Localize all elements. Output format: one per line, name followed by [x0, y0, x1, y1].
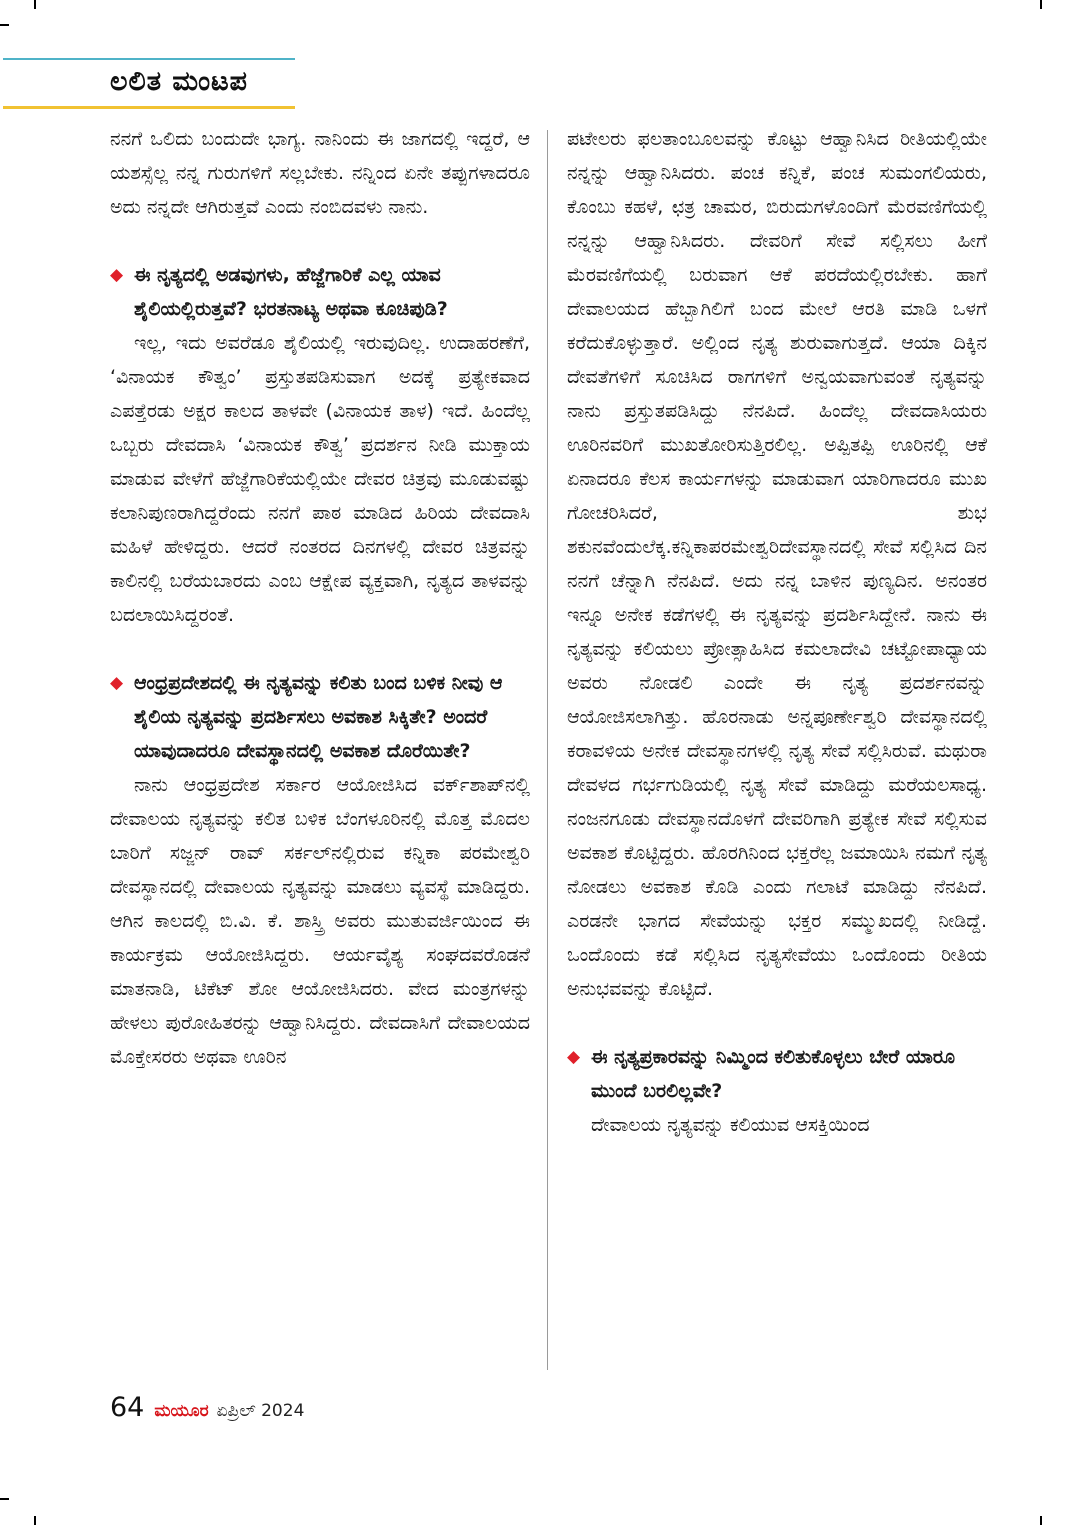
question-text: ಈ ನೃತ್ಯಪ್ರಕಾರವನ್ನು ನಿಮ್ಮಿಂದ ಕಲಿತುಕೊಳ್ಳಲು ಬೇರೆ ಯಾರೂ ಮುಂದೆ ಬರಲಿಲ್ಲವೇ?	[591, 1046, 956, 1102]
interview-question	[567, 1040, 987, 1108]
answer-paragraph: ನಾನು ಆಂಧ್ರಪ್ರದೇಶ ಸರ್ಕಾರ ಆಯೋಜಿಸಿದ ವರ್ಕ್‌ಶಾಪ್‌ನಲ್ಲಿ ದೇವಾಲಯ ನೃತ್ಯವನ್ನು ಕಲಿತ ಬಳಿಕ ಬೆಂಗಳೂರಿನಲ್ಲಿ ಮೊತ್ತ ಮೊದಲ ಬಾರಿಗೆ ಸಜ್ಜನ್ ರಾವ್ ಸರ್ಕಲ್‌ನಲ್ಲಿರುವ ಕನ್ನಿಕಾ ಪರಮೇಶ್ವರಿ ದೇವಸ್ಥಾನದಲ್ಲಿ ದೇವಾಲಯ ನೃತ್ಯವನ್ನು ಮಾಡಲು ವ್ಯವಸ್ಥೆ ಮಾಡಿದ್ದರು. ಆಗಿನ ಕಾಲದಲ್ಲಿ ಬಿ.ವಿ. ಕೆ. ಶಾಸ್ತ್ರಿ ಅವರು ಮುತುವರ್ಜಿಯಿಂದ ಈ ಕಾರ್ಯಕ್ರಮ ಆಯೋಜಿಸಿದ್ದರು. ಆರ್ಯವೈಶ್ಯ ಸಂಘದವರೊಡನೆ ಮಾತನಾಡಿ, ಟಿಕೆಟ್ ಶೋ ಆಯೋಜಿಸಿದರು. ವೇದ ಮಂತ್ರಗಳನ್ನು ಹೇಳಲು ಪುರೋಹಿತರನ್ನು ಆಹ್ವಾನಿಸಿದ್ದರು. ದೇವದಾಸಿಗೆ ದೇವಾಲಯದ ಮೊಕ್ತೇಸರರು ಅಥವಾ ಊರಿನ	[110, 774, 530, 1068]
crop-mark	[1040, 0, 1042, 9]
answer-paragraph: ದೇವಾಲಯ ನೃತ್ಯವನ್ನು ಕಲಿಯುವ ಆಸಕ್ತಿಯಿಂದ	[591, 1114, 870, 1136]
page-number: 64	[110, 1392, 145, 1423]
crop-mark	[34, 1516, 36, 1525]
column-divider	[547, 130, 548, 1370]
interview-question	[110, 666, 530, 768]
crop-mark	[0, 24, 9, 26]
section-title: ಲಲಿತ ಮಂಟಪ	[110, 66, 248, 97]
paragraph: ಪಟೇಲರು ಫಲತಾಂಬೂಲವನ್ನು ಕೊಟ್ಟು ಆಹ್ವಾನಿಸಿದ ರೀತಿಯಲ್ಲಿಯೇ ನನ್ನನ್ನು ಆಹ್ವಾನಿಸಿದರು. ಪಂಚ ಕನ್ನಿಕೆ, ಪಂಚ ಸುಮಂಗಲಿಯರು, ಕೊಂಬು ಕಹಳೆ, ಛತ್ರ ಚಾಮರ, ಬಿರುದುಗಳೊಂದಿಗೆ ಮೆರವಣಿಗೆಯಲ್ಲಿ ನನ್ನನ್ನು ಆಹ್ವಾನಿಸಿದರು. ದೇವರಿಗೆ ಸೇವೆ ಸಲ್ಲಿಸಲು ಹೀಗೆ ಮೆರವಣಿಗೆಯಲ್ಲಿ ಬರುವಾಗ ಆಕೆ ಪರದೆಯಲ್ಲಿರಬೇಕು. ಹಾಗೆ ದೇವಾಲಯದ ಹೆಬ್ಬಾಗಿಲಿಗೆ ಬಂದ ಮೇಲೆ ಆರತಿ ಮಾಡಿ ಒಳಗೆ ಕರೆದುಕೊಳ್ಳುತ್ತಾರೆ. ಅಲ್ಲಿಂದ ನೃತ್ಯ ಶುರುವಾಗುತ್ತದೆ. ಆಯಾ ದಿಕ್ಕಿನ ದೇವತೆಗಳಿಗೆ ಸೂಚಿಸಿದ ರಾಗಗಳಿಗೆ ಅನ್ವಯವಾಗುವಂತೆ ನೃತ್ಯವನ್ನು ನಾನು ಪ್ರಸ್ತುತಪಡಿಸಿದ್ದು ನೆನಪಿದೆ. ಹಿಂದೆಲ್ಲ ದೇವದಾಸಿಯರು ಊರಿನವರಿಗೆ ಮುಖತೋರಿಸುತ್ತಿರಲಿಲ್ಲ. ಅಪ್ಪಿತಪ್ಪಿ ಊರಿನಲ್ಲಿ ಆಕೆ ಏನಾದರೂ ಕೆಲಸ ಕಾರ್ಯಗಳನ್ನು ಮಾಡುವಾಗ ಯಾರಿಗಾದರೂ ಮುಖ ಗೋಚರಿಸಿದರೆ, ಶುಭ ಶಕುನವೆಂದುಲೆಕ್ಕ.ಕನ್ನಿಕಾಪರಮೇಶ್ವರಿದೇವಸ್ಥಾನದಲ್ಲಿ ಸೇವೆ ಸಲ್ಲಿಸಿದ ದಿನ ನನಗೆ ಚೆನ್ನಾಗಿ ನೆನಪಿದೆ. ಅದು ನನ್ನ ಬಾಳಿನ ಪುಣ್ಯದಿನ. ಅನಂತರ ಇನ್ನೂ ಅನೇಕ ಕಡೆಗಳಲ್ಲಿ ಈ ನೃತ್ಯವನ್ನು ಪ್ರದರ್ಶಿಸಿದ್ದೇನೆ. ನಾನು ಈ ನೃತ್ಯವನ್ನು ಕಲಿಯಲು ಪ್ರೋತ್ಸಾಹಿಸಿದ ಕಮಲಾದೇವಿ ಚಟ್ಟೋಪಾಧ್ಯಾಯ ಅವರು ನೋಡಲಿ ಎಂದೇ ಈ ನೃತ್ಯ ಪ್ರದರ್ಶನವನ್ನು ಆಯೋಜಿಸಲಾಗಿತ್ತು. ಹೊರನಾಡು ಅನ್ನಪೂರ್ಣೇಶ್ವರಿ ದೇವಸ್ಥಾನದಲ್ಲಿ ಕರಾವಳಿಯ ಅನೇಕ ದೇವಸ್ಥಾನಗಳಲ್ಲಿ ನೃತ್ಯ ಸೇವೆ ಸಲ್ಲಿಸಿರುವೆ. ಮಥುರಾ ದೇವಳದ ಗರ್ಭಗುಡಿಯಲ್ಲಿ ನೃತ್ಯ ಸೇವೆ ಮಾಡಿದ್ದು ಮರೆಯಲಸಾಧ್ಯ. ನಂಜನಗೂಡು ದೇವಸ್ಥಾನದೊಳಗೆ ದೇವರಿಗಾಗಿ ಪ್ರತ್ಯೇಕ ಸೇವೆ ಸಲ್ಲಿಸುವ ಅವಕಾಶ ಕೊಟ್ಟಿದ್ದರು. ಹೊರಗಿನಿಂದ ಭಕ್ತರೆಲ್ಲ ಜಮಾಯಿಸಿ ನಮಗೆ ನೃತ್ಯ ನೋಡಲು ಅವಕಾಶ ಕೊಡಿ ಎಂದು ಗಲಾಟೆ ಮಾಡಿದ್ದು ನೆನಪಿದೆ. ಎರಡನೇ ಭಾಗದ ಸೇವೆಯನ್ನು ಭಕ್ತರ ಸಮ್ಮುಖದಲ್ಲಿ ನೀಡಿದ್ದೆ. ಒಂದೊಂದು ಕಡೆ ಸಲ್ಲಿಸಿದ ನೃತ್ಯಸೇವೆಯು ಒಂದೊಂದು ರೀತಿಯ ಅನುಭವವನ್ನು ಕೊಟ್ಟಿದೆ.	[567, 128, 987, 1000]
right-column	[567, 122, 987, 1142]
header-bottom-rule	[3, 106, 295, 109]
question-text: ಆಂಧ್ರಪ್ರದೇಶದಲ್ಲಿ ಈ ನೃತ್ಯವನ್ನು ಕಲಿತು ಬಂದ ಬಳಿಕ ನೀವು ಆ ಶೈಲಿಯ ನೃತ್ಯವನ್ನು ಪ್ರದರ್ಶಿಸಲು ಅವಕಾಶ ಸಿಕ್ಕಿತೇ? ಅಂದರೆ ಯಾವುದಾದರೂ ದೇವಸ್ಥಾನದಲ್ಲಿ ಅವಕಾಶ ದೊರೆಯಿತೇ?	[134, 672, 503, 762]
question-text: ಈ ನೃತ್ಯದಲ್ಲಿ ಅಡವುಗಳು, ಹೆಜ್ಜೆಗಾರಿಕೆ ಎಲ್ಲ ಯಾವ ಶೈಲಿಯಲ್ಲಿರುತ್ತವೆ? ಭರತನಾಟ್ಯ ಅಥವಾ ಕೂಚಿಪುಡಿ?	[134, 264, 448, 320]
crop-mark	[1040, 1516, 1042, 1525]
red-diamond-icon: ◆	[567, 1047, 581, 1067]
left-column	[110, 122, 530, 1074]
crop-mark	[34, 0, 36, 9]
answer-paragraph: ಇಲ್ಲ, ಇದು ಅವರೆಡೂ ಶೈಲಿಯಲ್ಲಿ ಇರುವುದಿಲ್ಲ. ಉದಾಹರಣೆಗೆ, ‘ವಿನಾಯಕ ಕೌತ್ವಂ’ ಪ್ರಸ್ತುತಪಡಿಸುವಾಗ ಅದಕ್ಕೆ ಪ್ರತ್ಯೇಕವಾದ ಎಪತ್ತೆರಡು ಅಕ್ಷರ ಕಾಲದ ತಾಳವೇ (ವಿನಾಯಕ ತಾಳ) ಇದೆ. ಹಿಂದೆಲ್ಲ ಒಬ್ಬರು ದೇವದಾಸಿ ‘ವಿನಾಯಕ ಕೌತ್ವ’ ಪ್ರದರ್ಶನ ನೀಡಿ ಮುಕ್ತಾಯ ಮಾಡುವ ವೇಳೆಗೆ ಹೆಜ್ಜೆಗಾರಿಕೆಯಲ್ಲಿಯೇ ದೇವರ ಚಿತ್ರವು ಮೂಡುವಷ್ಟು ಕಲಾನಿಪುಣರಾಗಿದ್ದರೆಂದು ನನಗೆ ಪಾಠ ಮಾಡಿದ ಹಿರಿಯ ದೇವದಾಸಿ ಮಹಿಳೆ ಹೇಳಿದ್ದರು. ಆದರೆ ನಂತರದ ದಿನಗಳಲ್ಲಿ ದೇವರ ಚಿತ್ರವನ್ನು ಕಾಲಿನಲ್ಲಿ ಬರೆಯಬಾರದು ಎಂಬ ಆಕ್ಷೇಪ ವ್ಯಕ್ತವಾಗಿ, ನೃತ್ಯದ ತಾಳವನ್ನು ಬದಲಾಯಿಸಿದ್ದರಂತೆ.	[110, 332, 530, 626]
red-diamond-icon: ◆	[110, 673, 124, 693]
section-header	[0, 58, 296, 110]
issue-date: ಏಪ್ರಿಲ್ 2024	[216, 1401, 305, 1421]
magazine-logo: ಮಯೂರ	[154, 1401, 209, 1421]
crop-mark	[0, 1498, 9, 1500]
red-diamond-icon: ◆	[110, 265, 124, 285]
paragraph: ನನಗೆ ಒಲಿದು ಬಂದುದೇ ಭಾಗ್ಯ. ನಾನಿಂದು ಈ ಜಾಗದಲ್ಲಿ ಇದ್ದರೆ, ಆ ಯಶಸ್ಸೆಲ್ಲ ನನ್ನ ಗುರುಗಳಿಗೆ ಸಲ್ಲಬೇಕು. ನನ್ನಿಂದ ಏನೇ ತಪ್ಪುಗಳಾದರೂ ಅದು ನನ್ನದೇ ಆಗಿರುತ್ತವೆ ಎಂದು ನಂಬಿದವಳು ನಾನು.	[110, 128, 530, 218]
header-top-rule	[3, 58, 295, 60]
page-footer	[110, 1392, 304, 1426]
interview-question	[110, 258, 530, 326]
